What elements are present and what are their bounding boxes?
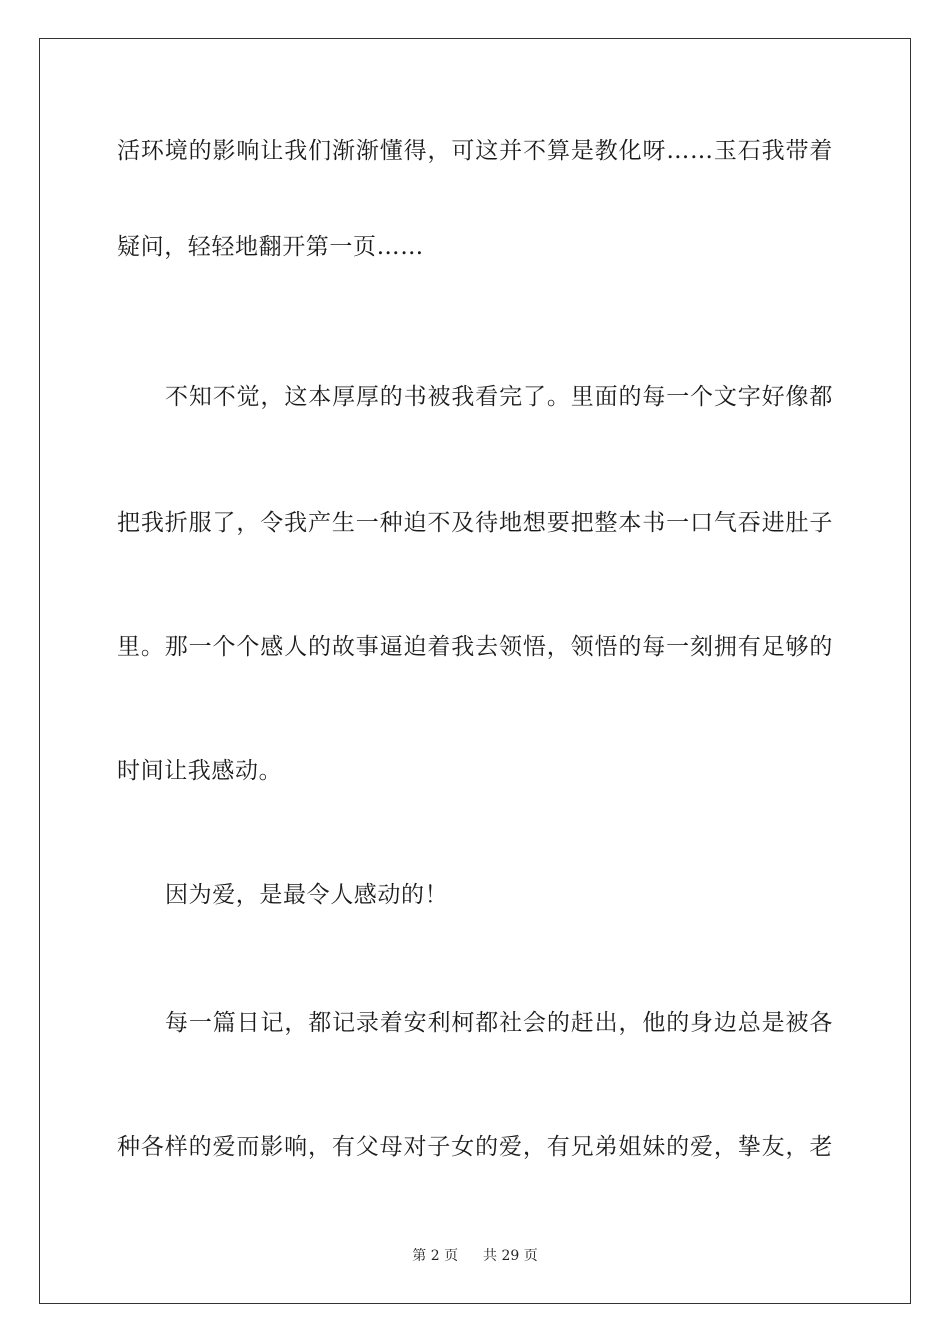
text-line-8: 每一篇日记，都记录着安利柯都社会的赶出，他的身边总是被各	[165, 1010, 833, 1036]
text-line-9: 种各样的爱而影响，有父母对子女的爱，有兄弟姐妹的爱，挚友，老	[117, 1134, 833, 1160]
page-number: 第 2 页	[412, 1248, 459, 1264]
text-line-6: 时间让我感动。	[117, 758, 283, 784]
text-line-5: 里。那一个个感人的故事逼迫着我去领悟，领悟的每一刻拥有足够的	[117, 634, 833, 660]
text-line-1: 活环境的影响让我们渐渐懂得，可这并不算是教化呀……玉石我带着	[117, 138, 833, 164]
page-total: 共 29 页	[483, 1248, 538, 1264]
text-line-2: 疑问，轻轻地翻开第一页……	[117, 234, 424, 260]
text-line-3: 不知不觉，这本厚厚的书被我看完了。里面的每一个文字好像都	[165, 384, 833, 410]
page-footer	[0, 1246, 950, 1266]
text-line-7: 因为爱，是最令人感动的！	[165, 882, 449, 908]
page-border	[39, 38, 911, 1304]
text-line-4: 把我折服了，令我产生一种迫不及待地想要把整本书一口气吞进肚子	[117, 510, 833, 536]
